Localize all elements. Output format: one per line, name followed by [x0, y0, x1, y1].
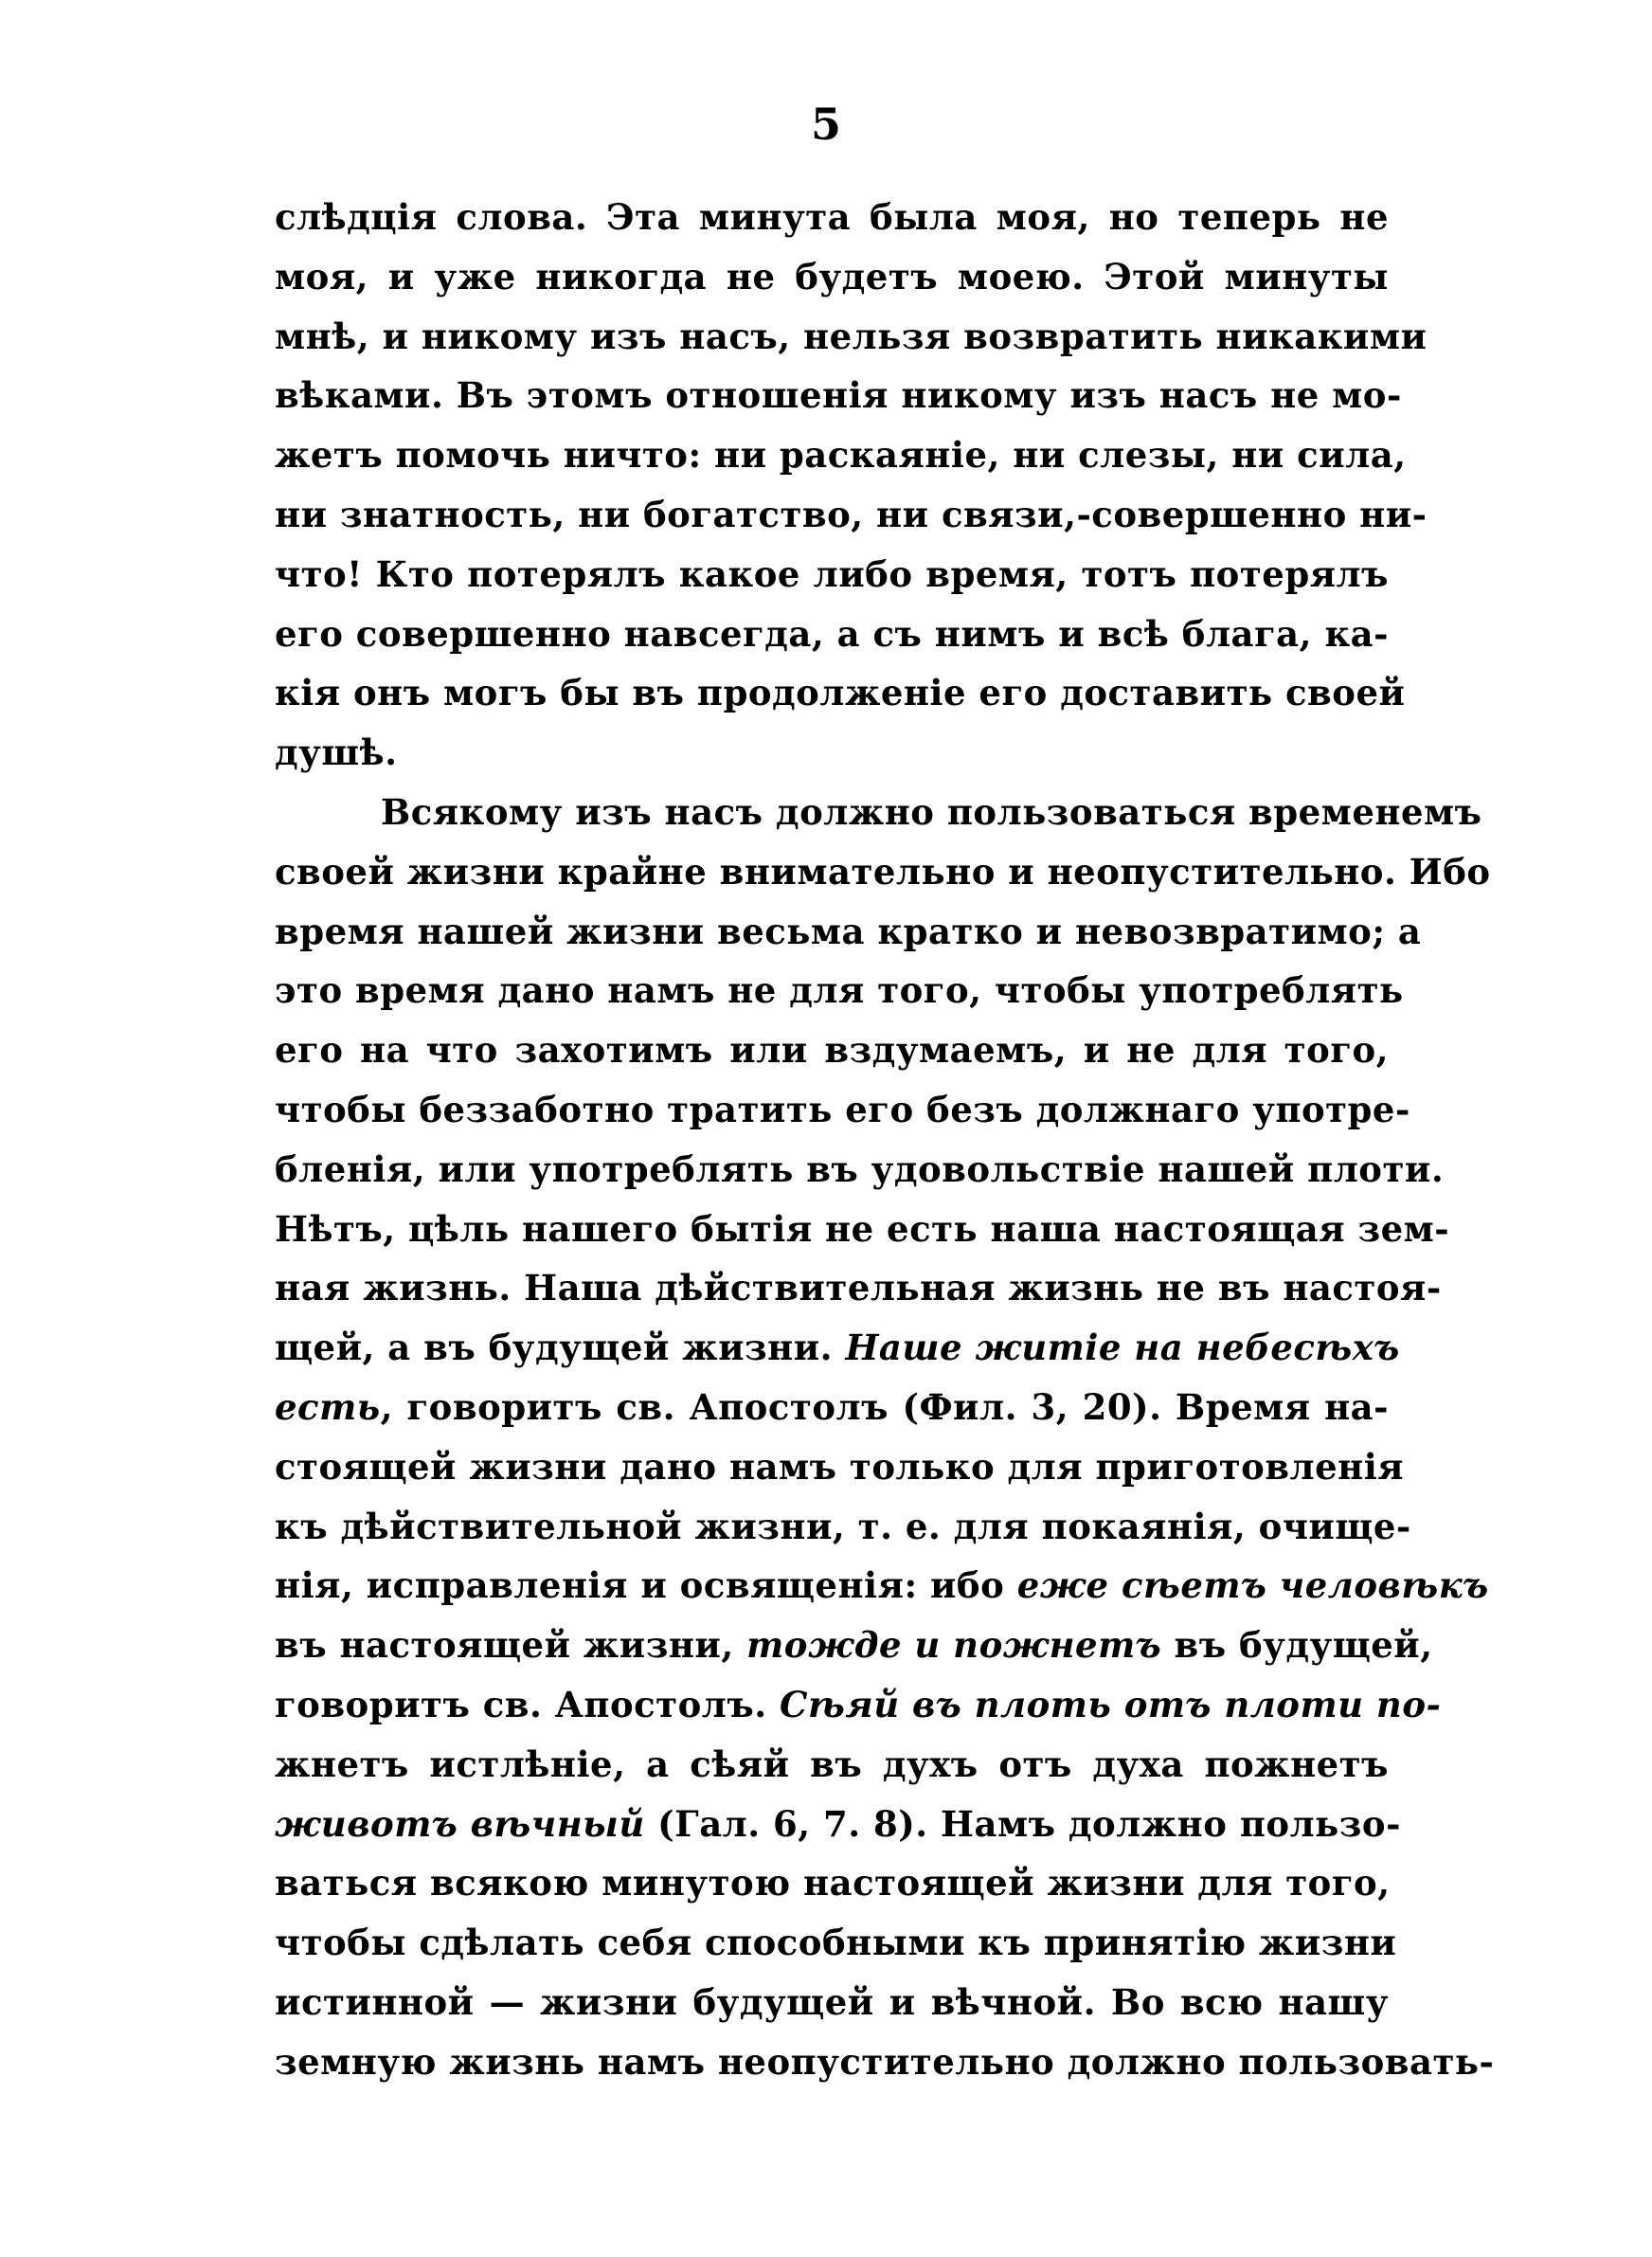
text-line: что! Кто потерялъ какое либо время, тотъ потерялъ: [275, 552, 1389, 595]
text-line: [275, 1795, 1401, 1854]
text-line: слѣдція слова. Эта минута была моя, но теперь не: [275, 196, 1389, 238]
text-line: ваться всякою минутою настоящей жизни для того,: [275, 1862, 1391, 1905]
scripture-quote-line: жнетъ истлѣніе, а сѣяй въ духъ отъ духа пожнетъ: [275, 1742, 1389, 1785]
text-line: это время дано намъ не для того, чтобы употреблять: [275, 969, 1404, 1012]
text-run: въ настоящей жизни,: [275, 1624, 734, 1667]
text-line: жетъ помочь ничто: ни раскаяніе, ни слезы, ни сила,: [275, 434, 1407, 477]
text-line: истинной — жизни будущей и вѣчной. Во всю нашу: [275, 1980, 1389, 2023]
text-line: [275, 1378, 1389, 1437]
text-line: стоящей жизни дано намъ только для приготовленія: [275, 1445, 1405, 1488]
text-run: , говоритъ св. Апостолъ (Фил. 3, 20). Время на-: [380, 1385, 1389, 1428]
text-run: въ будущей,: [1174, 1624, 1433, 1667]
text-line: своей жизни крайне внимательно и неопустительно. Ибо: [275, 850, 1491, 893]
text-line: [275, 1556, 1489, 1616]
text-line: моя, и уже никогда не будетъ моею. Этой минуты: [275, 255, 1389, 298]
paragraph-end-line: душѣ.: [275, 731, 398, 774]
page-number: 5: [810, 99, 841, 150]
scripture-quote: Наше житіе на небесѣхъ: [845, 1327, 1400, 1369]
text-line: [275, 1675, 1442, 1735]
text-run: нія, исправленія и освященія: ибо: [275, 1564, 1005, 1607]
scripture-quote: животъ вѣчный: [275, 1802, 645, 1845]
text-line: [275, 1318, 1400, 1378]
scripture-quote: еже сѣетъ человѣкъ: [1016, 1564, 1489, 1607]
text-line: ная жизнь. Наша дѣйствительная жизнь не въ настоя-: [275, 1267, 1442, 1309]
text-line: мнѣ, и никому изъ насъ, нельзя возвратить никакими: [275, 315, 1428, 357]
text-line: бленія, или употреблять въ удовольствіе нашей плоти.: [275, 1147, 1445, 1190]
scripture-quote: есть: [275, 1385, 381, 1428]
text-line: Нѣтъ, цѣль нашего бытія не есть наша настоящая зем-: [275, 1207, 1450, 1250]
text-line: чтобы беззаботно тратить его безъ должнаго употре-: [275, 1088, 1410, 1130]
text-line: время нашей жизни весьма кратко и невозвратимо; а: [275, 910, 1422, 952]
text-line: [275, 1616, 1433, 1675]
text-line: его на что захотимъ или вздумаемъ, и не для того,: [275, 1029, 1389, 1072]
body-text: [275, 188, 1495, 2092]
text-line: земную жизнь намъ неопустительно должно пользовать-: [275, 2040, 1495, 2083]
scripture-quote: тожде и пожнетъ: [746, 1624, 1162, 1667]
text-line: ни знатность, ни богатство, ни связи,-совершенно ни-: [275, 493, 1428, 535]
text-line: кія онъ могъ бы въ продолженіе его доставить своей: [275, 672, 1406, 714]
text-run: щей, а въ будущей жизни.: [275, 1327, 834, 1369]
text-line: чтобы сдѣлать себя способными къ принятію жизни: [275, 1922, 1397, 1964]
text-line: его совершенно навсегда, а съ нимъ и всѣ блага, ка-: [275, 612, 1389, 655]
text-line: вѣками. Въ этомъ отношенія никому изъ насъ не мо-: [275, 374, 1402, 417]
paragraph-first-line: Всякому изъ насъ должно пользоваться временемъ: [381, 790, 1482, 833]
text-run: (Гал. 6, 7. 8). Намъ должно пользо-: [657, 1802, 1401, 1845]
text-run: говоритъ св. Апостолъ.: [275, 1683, 767, 1725]
text-line: къ дѣйствительной жизни, т. е. для покаянія, очище-: [275, 1505, 1411, 1547]
scripture-quote: Сѣяй въ плоть отъ плоти по-: [780, 1683, 1442, 1725]
